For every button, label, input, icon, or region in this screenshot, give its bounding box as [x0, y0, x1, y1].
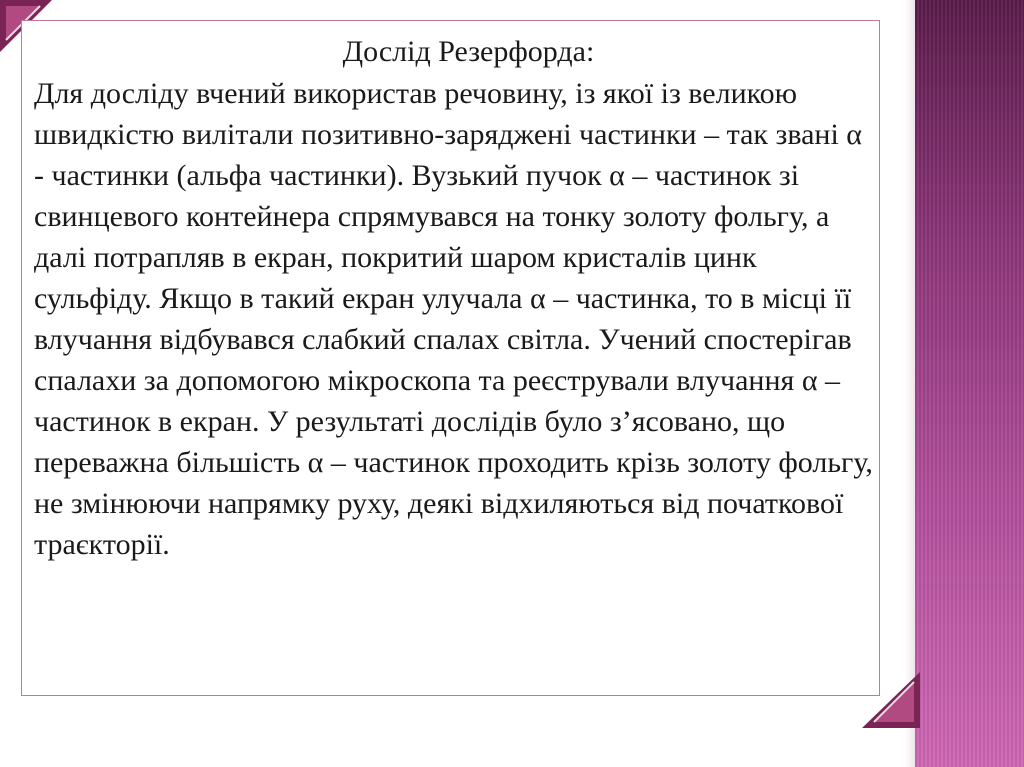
corner-triangle-bottom-right	[862, 672, 920, 728]
slide-body-text: Для досліду вчений використав речовину, із якої із великою швидкістю вилітали позитивно-заряджені частинки – так звані α - частинки (альфа частинки). Вузький пучок α – частинок зі свинцевого контейнера спрямувався на тонку золоту фольгу, а далі потрапляв в екран, покритий шаром кристалів цинк сульфіду. Якщо в такий екран улучала α – частинка, то в місці її влучання відбувався слабкий спалах світла. Учений спостерігав спалахи за допомогою мікроскопа та реєстрували влучання α – частинок в екран. У результаті дослідів було з’ясовано, що переважна більшість α – частинок проходить крізь золоту фольгу, не змінюючи напрямку руху, деякі відхиляються від початкової траєкторії.	[34, 77, 873, 561]
decorative-side-strip	[915, 0, 1024, 767]
content-text-box	[21, 20, 880, 696]
slide-title: Дослід Резерфорда:	[342, 35, 595, 68]
